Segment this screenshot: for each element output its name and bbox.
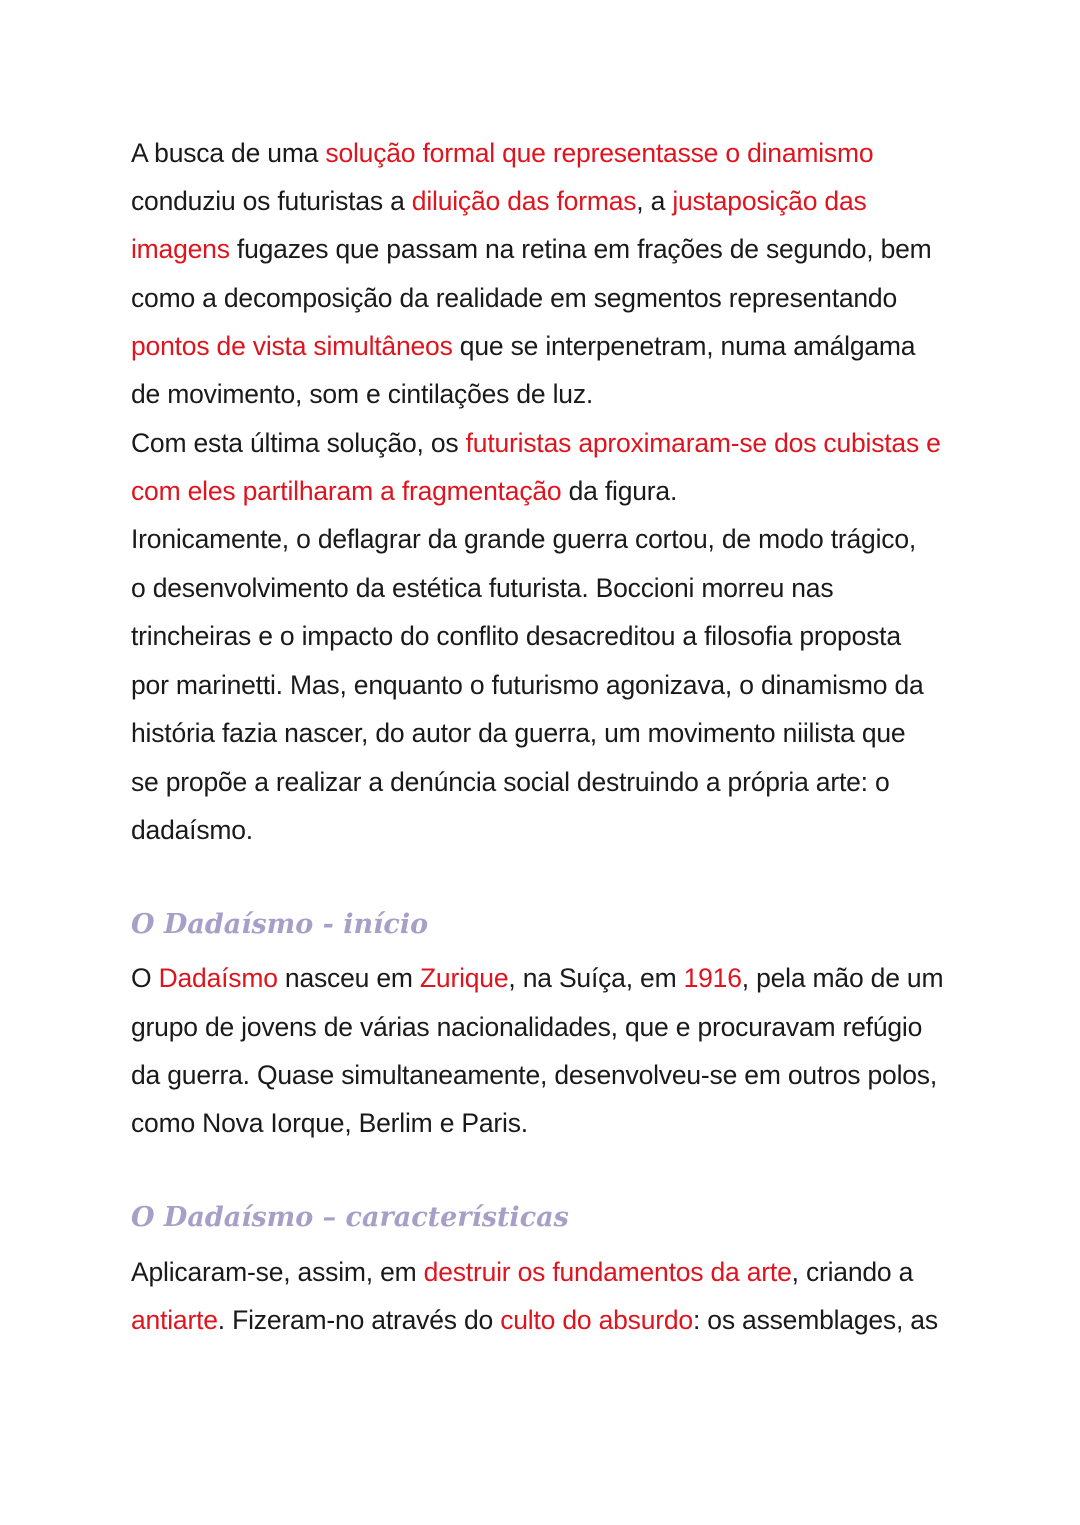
body-text: nasceu em: [277, 963, 420, 993]
body-text: , criando a: [791, 1257, 914, 1287]
body-text: trincheiras e o impacto do conflito desacreditou a filosofia proposta: [131, 621, 901, 651]
highlighted-text: pontos de vista simultâneos: [131, 331, 453, 361]
text-line: [131, 716, 905, 750]
highlighted-text: diluição das formas: [411, 186, 637, 216]
body-text: o desenvolvimento da estética futurista. Boccioni morreu nas: [131, 573, 834, 603]
body-text: . Fizeram-no através do: [217, 1305, 501, 1335]
highlighted-text: futuristas aproximaram-se dos cubistas e: [465, 428, 941, 458]
text-line: [131, 522, 916, 556]
body-text: Aplicaram-se, assim, em: [131, 1257, 424, 1287]
body-text: Ironicamente, o deflagrar da grande guerra cortou, de modo trágico,: [131, 524, 917, 554]
text-line: [131, 377, 593, 411]
text-line: [131, 426, 941, 460]
body-text: : os assemblages, as: [692, 1305, 938, 1335]
text-line: [131, 1010, 922, 1044]
text-line: [131, 184, 867, 218]
body-text: , pela mão de um: [741, 963, 944, 993]
highlighted-text: destruir os fundamentos da arte: [423, 1257, 792, 1287]
body-text: conduziu os futuristas a: [131, 186, 412, 216]
section-heading: O Dadaísmo – características: [131, 1202, 569, 1233]
body-text: A busca de uma: [131, 138, 326, 168]
text-line: [131, 571, 833, 605]
highlighted-text: culto do absurdo: [500, 1305, 693, 1335]
text-line: [131, 1303, 938, 1337]
body-text: história fazia nascer, do autor da guerra, um movimento niilista que: [131, 718, 906, 748]
text-line: [131, 281, 897, 315]
body-text: dadaísmo.: [131, 815, 253, 845]
body-text: de movimento, som e cintilações de luz.: [131, 379, 594, 409]
text-line: [131, 765, 890, 799]
text-line: [131, 232, 932, 266]
body-text: , na Suíça, em: [508, 963, 684, 993]
body-text: da figura.: [561, 476, 678, 506]
text-line: [131, 329, 915, 363]
text-line: [131, 474, 677, 508]
body-text: grupo de jovens de várias nacionalidades, que e procuravam refúgio: [131, 1012, 923, 1042]
body-text: Com esta última solução, os: [131, 428, 466, 458]
text-line: [131, 619, 901, 653]
body-text: como Nova Iorque, Berlim e Paris.: [131, 1108, 528, 1138]
highlighted-text: solução formal que representasse o dinamismo: [325, 138, 874, 168]
highlighted-text: 1916: [683, 963, 742, 993]
highlighted-text: justaposição das: [672, 186, 867, 216]
highlighted-text: com eles partilharam a fragmentação: [131, 476, 562, 506]
body-text: se propõe a realizar a denúncia social destruindo a própria arte: o: [131, 767, 890, 797]
section-heading: O Dadaísmo - início: [131, 909, 429, 940]
text-line: [131, 1058, 937, 1092]
text-line: [131, 668, 924, 702]
body-text: , a: [636, 186, 673, 216]
text-line: [131, 136, 873, 170]
body-text: da guerra. Quase simultaneamente, desenvolveu-se em outros polos,: [131, 1060, 938, 1090]
highlighted-text: antiarte: [131, 1305, 218, 1335]
text-line: [131, 1106, 528, 1140]
text-line: [131, 1255, 913, 1289]
body-text: O: [131, 963, 159, 993]
body-text: que se interpenetram, numa amálgama: [452, 331, 916, 361]
text-line: [131, 961, 943, 995]
highlighted-text: Zurique: [419, 963, 509, 993]
text-line: [131, 813, 253, 847]
body-text: fugazes que passam na retina em frações de segundo, bem: [229, 234, 932, 264]
body-text: como a decomposição da realidade em segmentos representando: [131, 283, 898, 313]
highlighted-text: Dadaísmo: [158, 963, 278, 993]
highlighted-text: imagens: [131, 234, 230, 264]
body-text: por marinetti. Mas, enquanto o futurismo agonizava, o dinamismo da: [131, 670, 924, 700]
